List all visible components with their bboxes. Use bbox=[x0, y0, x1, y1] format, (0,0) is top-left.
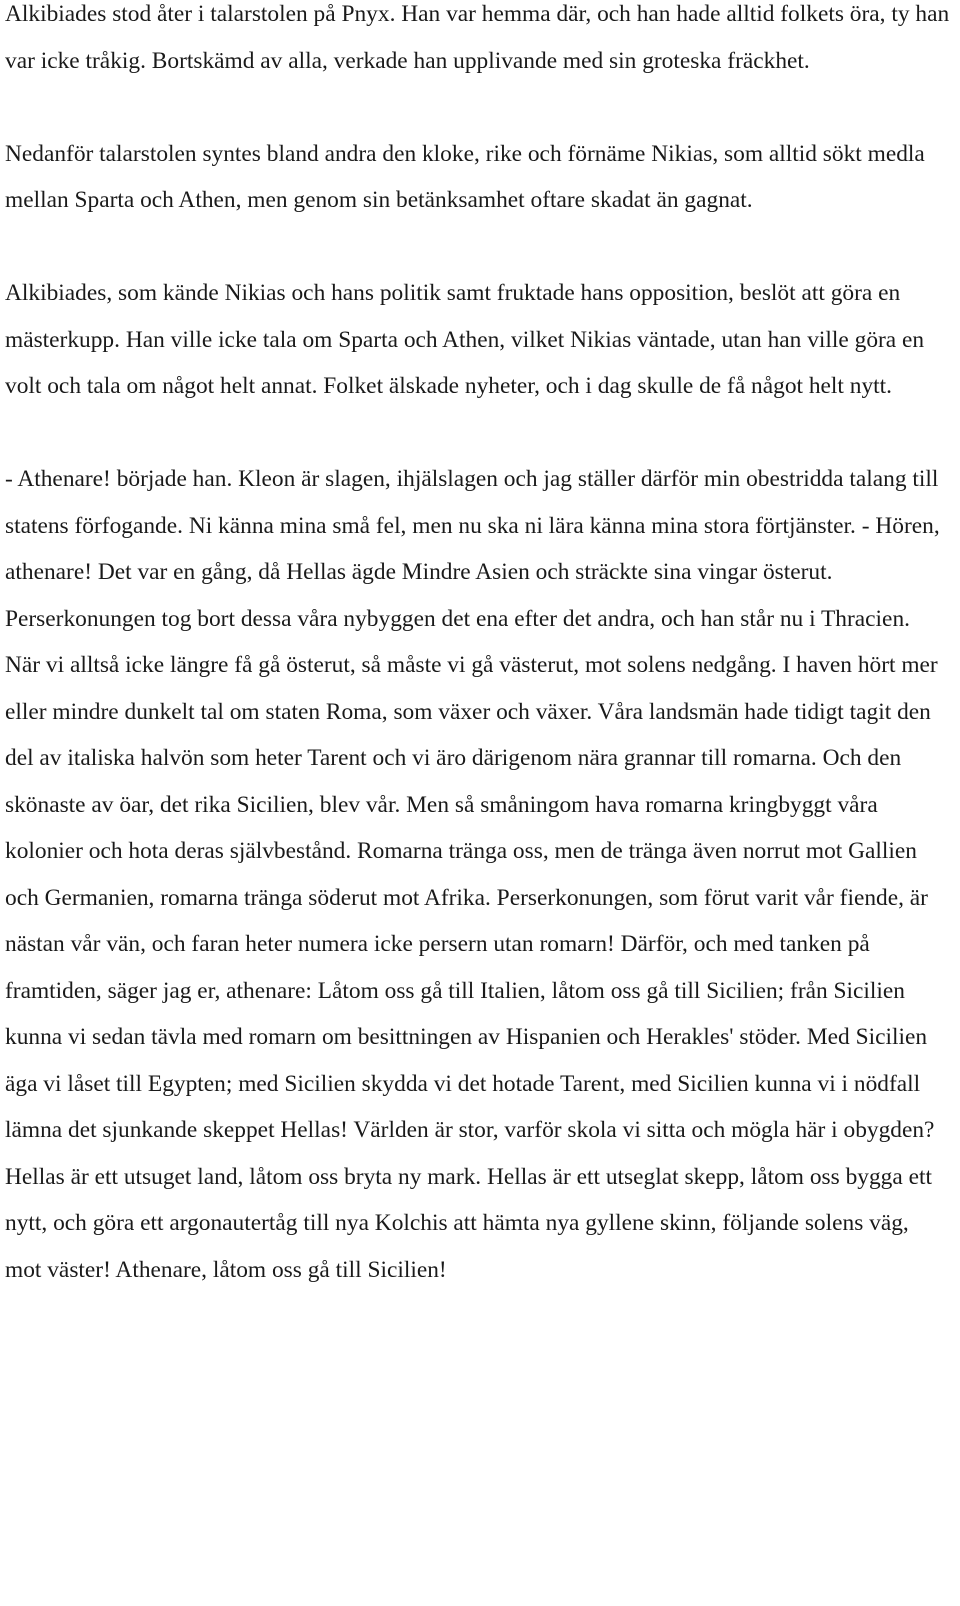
document-body bbox=[5, 0, 950, 1293]
paragraph-4: - Athenare! började han. Kleon är slagen, ihjälslagen och jag ställer därför min obestridda talang till statens förfogande. Ni känna mina små fel, men nu ska ni lära känna mina stora förtjänster. - Hören, athenare! Det var en gång, då Hellas ägde Mindre Asien och sträckte sina vingar österut. Perserkonungen tog bort dessa våra nybyggen det ena efter det andra, och han står nu i Thracien. När vi alltså icke längre få gå österut, så måste vi gå västerut, mot solens nedgång. I haven hört mer eller mindre dunkelt tal om staten Roma, som växer och växer. Våra landsmän hade tidigt tagit den del av italiska halvön som heter Tarent och vi äro därigenom nära grannar till romarna. Och den skönaste av öar, det rika Sicilien, blev vår. Men så småningom hava romarna kringbyggt våra kolonier och hota deras självbestånd. Romarna tränga oss, men de tränga även norrut mot Gallien och Germanien, romarna tränga söderut mot Afrika. Perserkonungen, som förut varit vår fiende, är nästan vår vän, och faran heter numera icke persern utan romarn! Därför, och med tanken på framtiden, säger jag er, athenare: Låtom oss gå till Italien, låtom oss gå till Sicilien; från Sicilien kunna vi sedan tävla med romarn om besittningen av Hispanien och Herakles' stöder. Med Sicilien äga vi låset till Egypten; med Sicilien skydda vi det hotade Tarent, med Sicilien kunna vi i nödfall lämna det sjunkande skeppet Hellas! Världen är stor, varför skola vi sitta och mögla här i obygden? Hellas är ett utsuget land, låtom oss bryta ny mark. Hellas är ett utseglat skepp, låtom oss bygga ett nytt, och göra ett argonautertåg till nya Kolchis att hämta nya gyllene skinn, följande solens väg, mot väster! Athenare, låtom oss gå till Sicilien! bbox=[5, 466, 940, 1283]
paragraph-1: Alkibiades stod åter i talarstolen på Pnyx. Han var hemma där, och han hade alltid folkets öra, ty han var icke tråkig. Bortskämd av alla, verkade han upplivande med sin groteska fräckhet. bbox=[5, 1, 950, 74]
paragraph-3: Alkibiades, som kände Nikias och hans politik samt fruktade hans opposition, beslöt att göra en mästerkupp. Han ville icke tala om Sparta och Athen, vilket Nikias väntade, utan han ville göra en volt och tala om något helt annat. Folket älskade nyheter, och i dag skulle de få något helt nytt. bbox=[5, 280, 925, 399]
paragraph-2: Nedanför talarstolen syntes bland andra den kloke, rike och förnäme Nikias, som alltid sökt medla mellan Sparta och Athen, men genom sin betänksamhet oftare skadat än gagnat. bbox=[5, 140, 925, 213]
